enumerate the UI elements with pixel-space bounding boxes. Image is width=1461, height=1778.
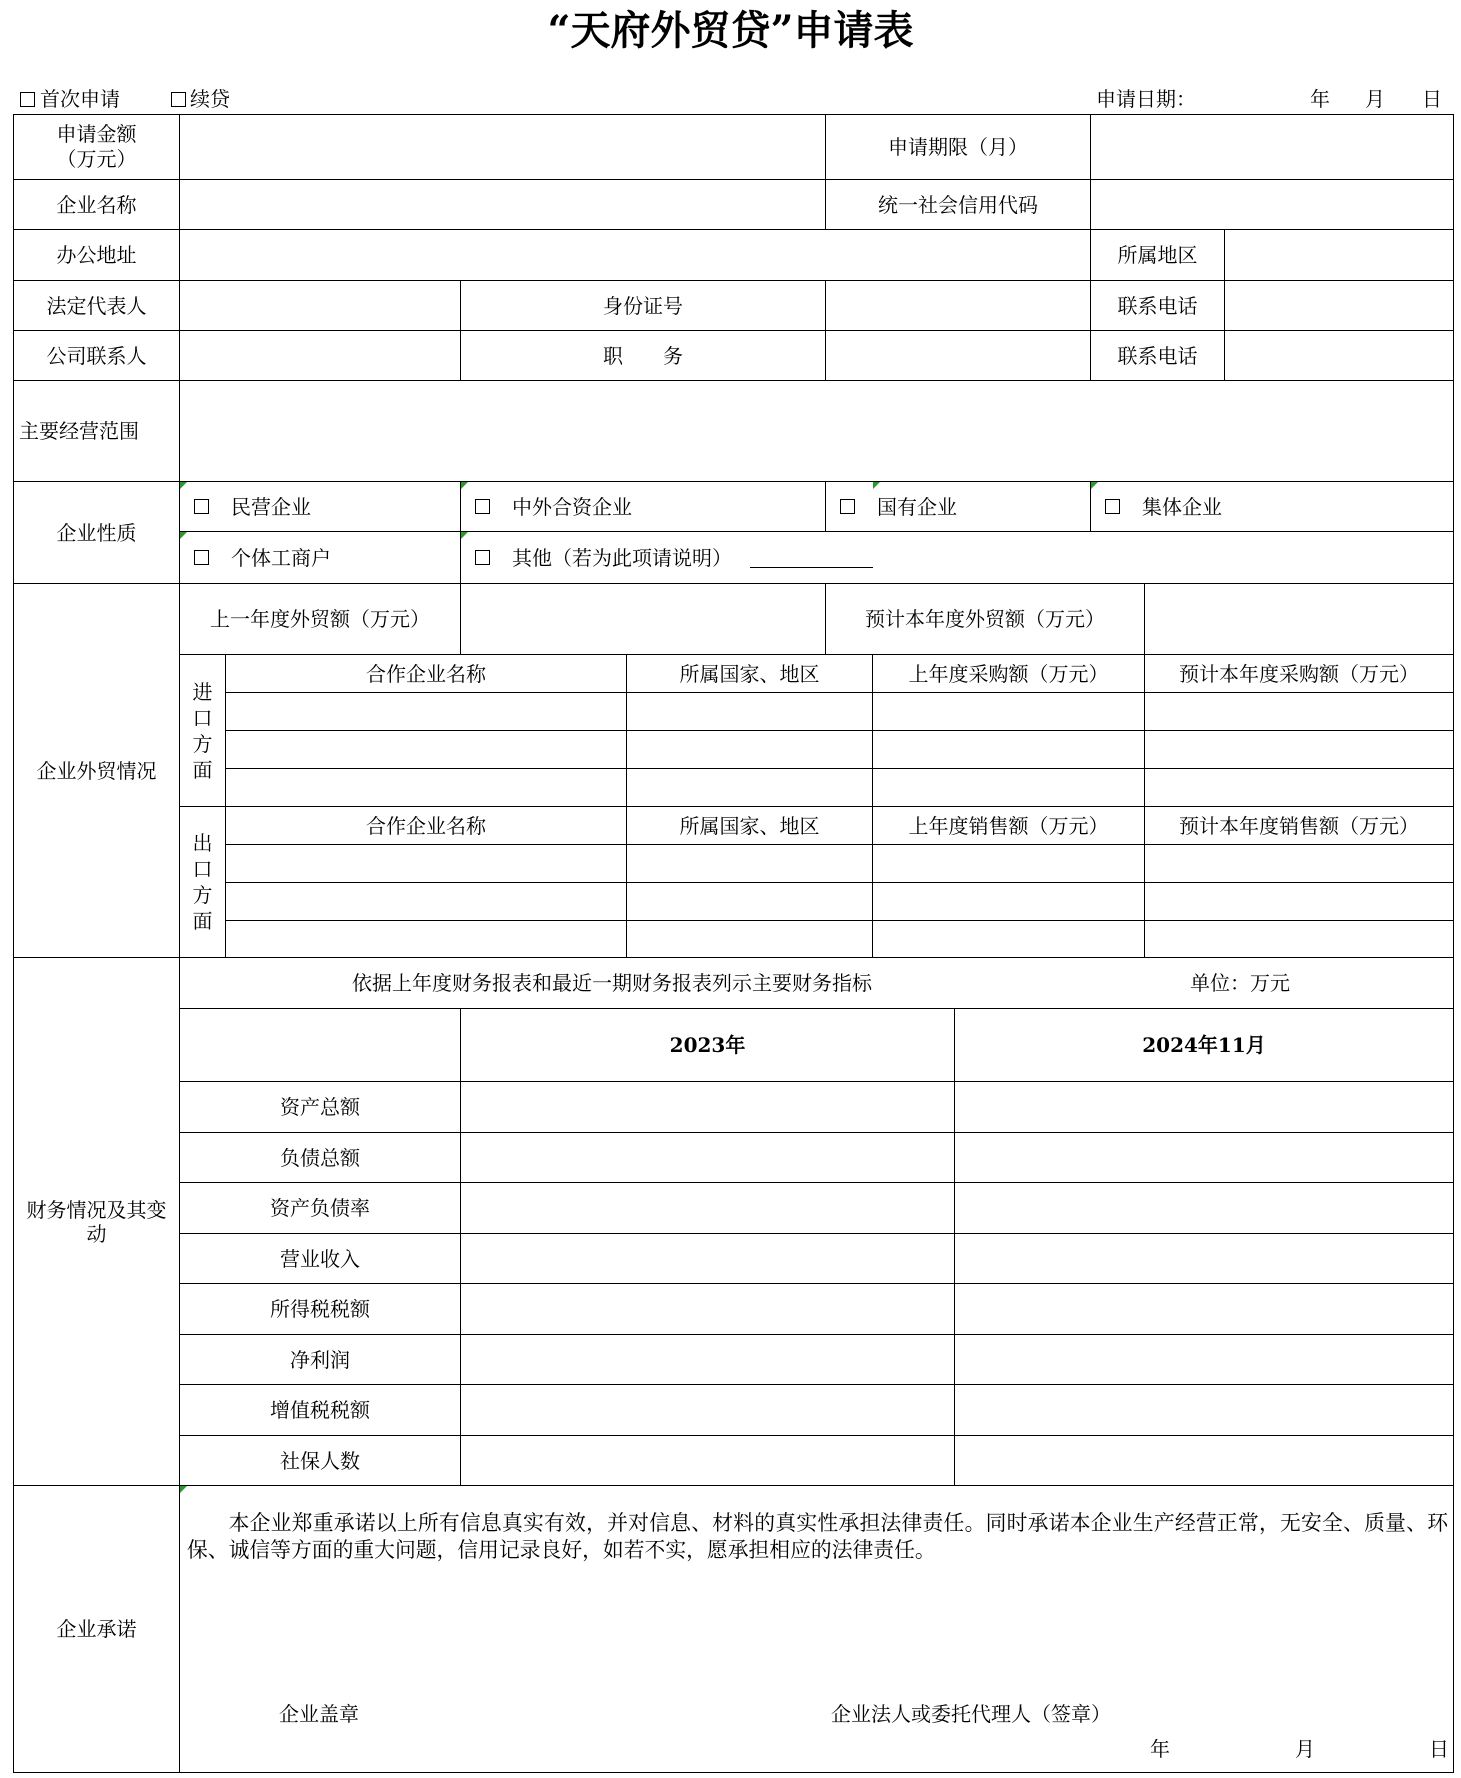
commitment-text: 本企业郑重承诺以上所有信息真实有效，并对信息、材料的真实性承担法律责任。同时承诺本企业生产经营正常，无安全、质量、环保、诚信等方面的重大问题，信用记录良好，如若不实，愿承担相应的法律责任。	[187, 1511, 1448, 1562]
enterprise-type-option-other	[460, 531, 1454, 584]
finance-section-label-text: 财务情况及其变动	[26, 1197, 167, 1246]
total-liabilities-2024-11-field[interactable]	[954, 1132, 1454, 1183]
commitment-content	[179, 1485, 1454, 1773]
form-title: “天府外贸贷”申请表	[547, 7, 914, 54]
office-address-label: 办公地址	[13, 229, 180, 281]
import-row3-last-year-field[interactable]	[872, 768, 1145, 807]
contact-phone-label: 联系电话	[1090, 330, 1225, 381]
enterprise-type-option-state-owned	[825, 481, 1091, 532]
this-year-trade-field[interactable]	[1144, 583, 1454, 655]
collective-checkbox[interactable]	[1105, 499, 1120, 514]
renewal-label: 续贷	[190, 87, 230, 111]
contact-phone-field[interactable]	[1224, 330, 1454, 381]
legal-rep-phone-field[interactable]	[1224, 280, 1454, 331]
enterprise-type-option-individual	[179, 531, 461, 584]
commitment-year-label: 年	[1150, 1737, 1170, 1761]
export-row1-this-year-field[interactable]	[1144, 844, 1454, 883]
import-row2-last-year-field[interactable]	[872, 730, 1145, 769]
loan-amount-label-text: 申请金额	[56, 122, 137, 146]
trade-section-label: 企业外贸情况	[13, 583, 180, 958]
vat-2023-field[interactable]	[460, 1384, 955, 1436]
contact-person-field[interactable]	[179, 330, 461, 381]
import-row1-partner-field[interactable]	[225, 692, 627, 731]
credit-code-label: 统一社会信用代码	[825, 179, 1091, 230]
office-address-field[interactable]	[179, 229, 1091, 281]
legal-rep-field[interactable]	[179, 280, 461, 331]
export-side-label	[179, 806, 226, 958]
export-row1-country-field[interactable]	[626, 844, 873, 883]
state-owned-label: 国有企业	[877, 494, 957, 519]
export-row1-partner-field[interactable]	[225, 844, 627, 883]
cell-indicator-icon	[180, 532, 187, 539]
debt-ratio-label: 资产负债率	[179, 1182, 461, 1234]
total-assets-2024-11-field[interactable]	[954, 1081, 1454, 1133]
export-row3-this-year-field[interactable]	[1144, 920, 1454, 958]
export-side-label-text: 出口方面	[192, 831, 213, 933]
loan-term-label: 申请期限（月）	[825, 114, 1091, 180]
finance-header-blank-cell	[179, 1008, 461, 1082]
income-tax-2024-11-field[interactable]	[954, 1283, 1454, 1335]
joint-venture-checkbox[interactable]	[475, 499, 490, 514]
cell-indicator-icon	[461, 482, 468, 489]
loan-term-field[interactable]	[1090, 114, 1454, 180]
enterprise-type-option-collective	[1090, 481, 1454, 532]
income-tax-2023-field[interactable]	[460, 1283, 955, 1335]
import-row3-this-year-field[interactable]	[1144, 768, 1454, 807]
signature-label: 企业法人或委托代理人（签章）	[831, 1702, 1111, 1726]
legal-rep-phone-label: 联系电话	[1090, 280, 1225, 331]
vat-label: 增值税税额	[179, 1384, 461, 1436]
renewal-checkbox[interactable]	[171, 92, 186, 107]
import-row1-country-field[interactable]	[626, 692, 873, 731]
individual-business-label: 个体工商户	[231, 545, 331, 570]
company-name-field[interactable]	[179, 179, 826, 230]
net-profit-2024-11-field[interactable]	[954, 1334, 1454, 1385]
this-year-trade-label: 预计本年度外贸额（万元）	[825, 583, 1145, 655]
social-insurance-count-2024-11-field[interactable]	[954, 1435, 1454, 1486]
cell-indicator-icon	[873, 482, 880, 489]
application-form-table	[13, 114, 1454, 1773]
finance-note-row	[179, 957, 1454, 1009]
import-row2-this-year-field[interactable]	[1144, 730, 1454, 769]
commitment-month-label: 月	[1295, 1737, 1315, 1761]
debt-ratio-2023-field[interactable]	[460, 1182, 955, 1234]
import-header-last-year: 上年度采购额（万元）	[872, 654, 1145, 693]
operating-revenue-label: 营业收入	[179, 1233, 461, 1284]
cell-indicator-icon	[1091, 482, 1098, 489]
first-application-checkbox[interactable]	[20, 92, 35, 107]
joint-venture-label: 中外合资企业	[512, 494, 632, 519]
application-date-label: 申请日期：	[1096, 87, 1196, 111]
export-row3-partner-field[interactable]	[225, 920, 627, 958]
export-header-partner: 合作企业名称	[225, 806, 627, 845]
import-side-label	[179, 654, 226, 807]
net-profit-2023-field[interactable]	[460, 1334, 955, 1385]
other-description-field[interactable]	[750, 547, 873, 568]
private-enterprise-checkbox[interactable]	[194, 499, 209, 514]
total-liabilities-2023-field[interactable]	[460, 1132, 955, 1183]
other-type-checkbox[interactable]	[475, 550, 490, 565]
import-header-partner: 合作企业名称	[225, 654, 627, 693]
import-row3-partner-field[interactable]	[225, 768, 627, 807]
total-liabilities-label: 负债总额	[179, 1132, 461, 1183]
state-owned-checkbox[interactable]	[840, 499, 855, 514]
export-header-country: 所属国家、地区	[626, 806, 873, 845]
export-row2-last-year-field[interactable]	[872, 882, 1145, 921]
commitment-day-label: 日	[1429, 1737, 1449, 1761]
export-row2-partner-field[interactable]	[225, 882, 627, 921]
finance-section-label	[13, 957, 180, 1486]
position-field[interactable]	[825, 330, 1091, 381]
region-label: 所属地区	[1090, 229, 1225, 281]
position-label: 职 务	[460, 330, 826, 381]
id-number-field[interactable]	[825, 280, 1091, 331]
finance-note: 依据上年度财务报表和最近一期财务报表列示主要财务指标	[352, 971, 872, 995]
import-row2-partner-field[interactable]	[225, 730, 627, 769]
export-row2-this-year-field[interactable]	[1144, 882, 1454, 921]
date-year-label: 年	[1310, 87, 1330, 111]
export-row2-country-field[interactable]	[626, 882, 873, 921]
social-insurance-count-label: 社保人数	[179, 1435, 461, 1486]
total-assets-2023-field[interactable]	[460, 1081, 955, 1133]
credit-code-field[interactable]	[1090, 179, 1454, 230]
social-insurance-count-2023-field[interactable]	[460, 1435, 955, 1486]
import-header-country: 所属国家、地区	[626, 654, 873, 693]
last-year-trade-field[interactable]	[460, 583, 826, 655]
operating-revenue-2023-field[interactable]	[460, 1233, 955, 1284]
import-row2-country-field[interactable]	[626, 730, 873, 769]
business-scope-field[interactable]	[179, 380, 1454, 482]
export-row3-last-year-field[interactable]	[872, 920, 1145, 958]
enterprise-type-label: 企业性质	[13, 481, 180, 584]
legal-rep-label: 法定代表人	[13, 280, 180, 331]
last-year-trade-label: 上一年度外贸额（万元）	[179, 583, 461, 655]
export-row3-country-field[interactable]	[626, 920, 873, 958]
vat-2024-11-field[interactable]	[954, 1384, 1454, 1436]
region-field[interactable]	[1224, 229, 1454, 281]
enterprise-type-option-private	[179, 481, 461, 532]
import-row1-last-year-field[interactable]	[872, 692, 1145, 731]
import-header-this-year: 预计本年度采购额（万元）	[1144, 654, 1454, 693]
date-month-label: 月	[1365, 87, 1385, 111]
debt-ratio-2024-11-field[interactable]	[954, 1182, 1454, 1234]
income-tax-label: 所得税税额	[179, 1283, 461, 1335]
cell-indicator-icon	[461, 532, 468, 539]
export-row1-last-year-field[interactable]	[872, 844, 1145, 883]
import-side-label-text: 进口方面	[192, 679, 213, 782]
operating-revenue-2024-11-field[interactable]	[954, 1233, 1454, 1284]
finance-unit: 单位：万元	[1190, 971, 1290, 995]
loan-amount-field[interactable]	[179, 114, 826, 180]
cell-indicator-icon	[180, 482, 187, 489]
finance-column-2023: 2023年	[460, 1008, 955, 1082]
finance-column-2024-11: 2024年11月	[954, 1008, 1454, 1082]
company-seal-label: 企业盖章	[279, 1702, 359, 1726]
export-header-last-year: 上年度销售额（万元）	[872, 806, 1145, 845]
date-day-label: 日	[1422, 87, 1442, 111]
loan-amount-unit-text: （万元）	[56, 147, 137, 171]
import-row3-country-field[interactable]	[626, 768, 873, 807]
other-type-label: 其他（若为此项请说明）	[512, 545, 732, 570]
business-scope-label: 主要经营范围	[13, 380, 180, 482]
import-row1-this-year-field[interactable]	[1144, 692, 1454, 731]
collective-label: 集体企业	[1142, 494, 1222, 519]
enterprise-type-option-joint-venture	[460, 481, 826, 532]
commitment-label: 企业承诺	[13, 1485, 180, 1773]
contact-person-label: 公司联系人	[13, 330, 180, 381]
individual-business-checkbox[interactable]	[194, 550, 209, 565]
id-number-label: 身份证号	[460, 280, 826, 331]
first-application-label: 首次申请	[40, 87, 120, 111]
company-name-label: 企业名称	[13, 179, 180, 230]
private-enterprise-label: 民营企业	[231, 494, 311, 519]
total-assets-label: 资产总额	[179, 1081, 461, 1133]
cell-indicator-icon	[180, 1486, 187, 1493]
net-profit-label: 净利润	[179, 1334, 461, 1385]
export-header-this-year: 预计本年度销售额（万元）	[1144, 806, 1454, 845]
loan-amount-label	[13, 114, 180, 180]
